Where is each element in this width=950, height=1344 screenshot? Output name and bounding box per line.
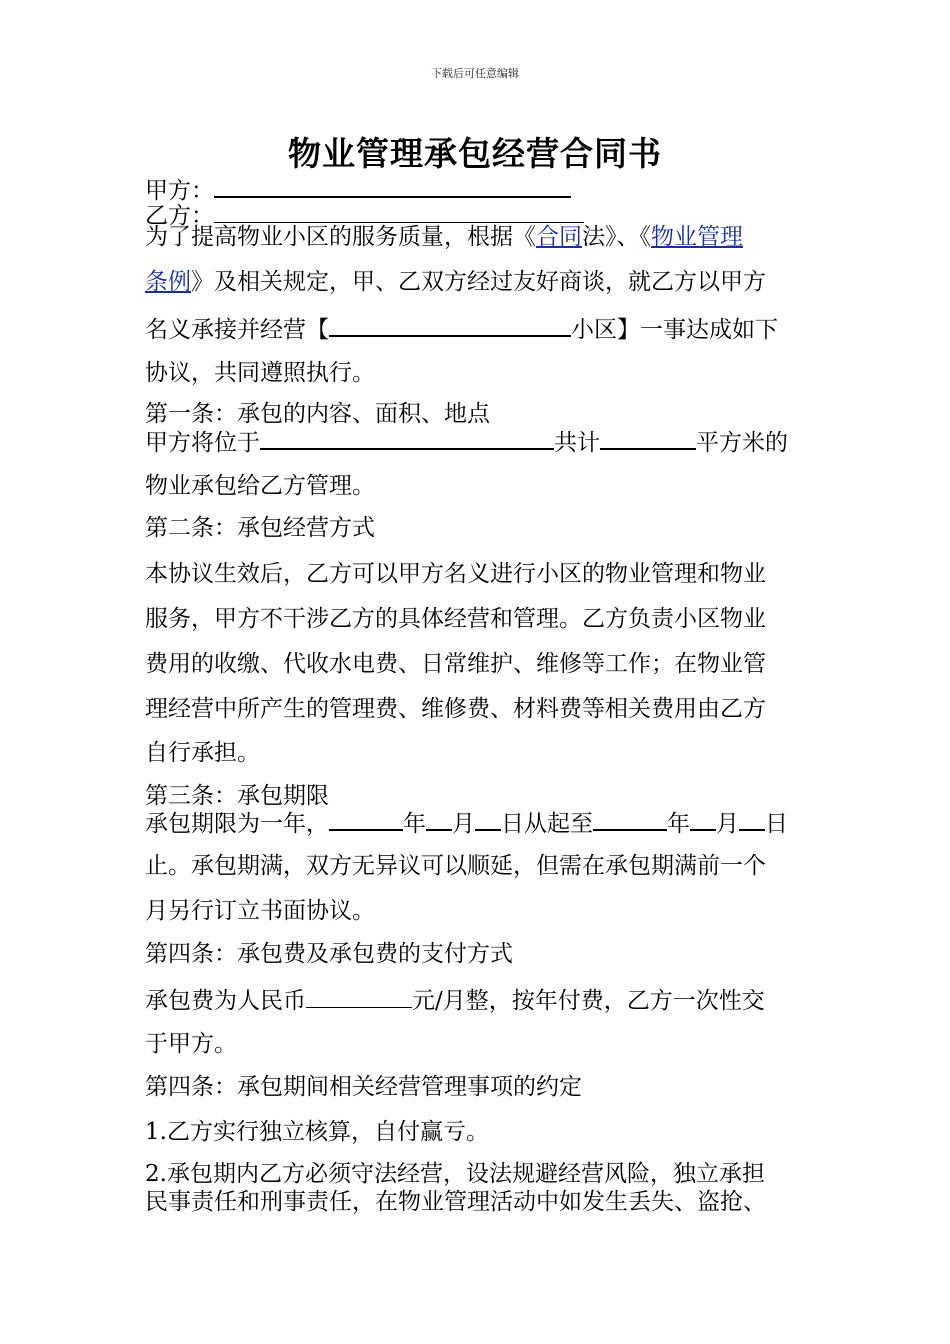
- start-month-blank[interactable]: [426, 807, 452, 831]
- article-2-line: 费用的收缴、代收水电费、日常维护、维修等工作；在物业管: [145, 651, 766, 677]
- intro-line-3: [145, 313, 778, 344]
- header-note: 下载后可任意编辑: [431, 67, 519, 80]
- article-1-line-1: [145, 426, 788, 457]
- article-1-line-2: 物业承包给乙方管理。: [145, 473, 375, 499]
- end-month-blank[interactable]: [690, 807, 716, 831]
- article-text: 共计: [554, 430, 600, 456]
- article-5-item-1: 1.乙方实行独立核算，自付赢亏。: [145, 1119, 489, 1145]
- property-management-link[interactable]: 物业管理: [651, 224, 743, 250]
- intro-text: 名义承接并经营【: [145, 317, 329, 343]
- article-text: 年: [667, 811, 690, 837]
- article-2-line: 服务，甲方不干涉乙方的具体经营和管理。乙方负责小区物业: [145, 606, 766, 632]
- article-4-heading: 第四条：承包费及承包费的支付方式: [145, 941, 513, 967]
- article-text: 日: [765, 811, 788, 837]
- article-2-line: 自行承担。: [145, 740, 260, 766]
- article-3-line-1: [145, 807, 788, 838]
- article-2-heading: 第二条：承包经营方式: [145, 515, 375, 541]
- fee-amount-blank[interactable]: [306, 985, 412, 1008]
- article-5-heading: 第四条：承包期间相关经营管理事项的约定: [145, 1074, 582, 1100]
- party-b-label: 乙方：: [145, 203, 214, 229]
- article-2-line: 本协议生效后，乙方可以甲方名义进行小区的物业管理和物业: [145, 561, 766, 587]
- party-a-blank[interactable]: [214, 174, 571, 198]
- location-blank[interactable]: [260, 426, 554, 450]
- contract-law-link[interactable]: 合同: [536, 224, 582, 250]
- article-3-line-2: 止。承包期满，双方无异议可以顺延，但需在承包期满前一个: [145, 853, 766, 879]
- start-day-blank[interactable]: [475, 807, 501, 831]
- article-text: 承包期限为一年，: [145, 811, 329, 837]
- intro-line-1: [145, 223, 743, 251]
- article-text: 日从起至: [501, 811, 593, 837]
- article-5-item-2-line-1: 2.承包期内乙方必须守法经营，设法规避经营风险，独立承担: [145, 1161, 765, 1187]
- intro-text: 》及相关规定，甲、乙双方经过友好商谈，就乙方以甲方: [191, 269, 766, 295]
- article-4-line-1: [145, 985, 765, 1015]
- article-text: 甲方将位于: [145, 430, 260, 456]
- party-b-blank[interactable]: [214, 200, 584, 223]
- article-3-heading: 第三条：承包期限: [145, 783, 329, 809]
- regulation-link[interactable]: 条例: [145, 269, 191, 295]
- article-text: 平方米的: [696, 430, 788, 456]
- community-name-blank[interactable]: [329, 313, 571, 337]
- end-year-blank[interactable]: [593, 807, 667, 831]
- article-text: 月: [452, 811, 475, 837]
- intro-line-2: [145, 268, 766, 296]
- article-text: 月: [716, 811, 739, 837]
- intro-text: 为了提高物业小区的服务质量，根据《: [145, 224, 536, 250]
- intro-text: 小区】一事达成如下: [571, 317, 778, 343]
- party-a-label: 甲方：: [145, 178, 214, 204]
- intro-text: 法》、《: [582, 224, 651, 250]
- area-blank[interactable]: [600, 426, 696, 450]
- article-text: 年: [403, 811, 426, 837]
- article-4-line-2: 于甲方。: [145, 1031, 237, 1057]
- end-day-blank[interactable]: [739, 807, 765, 831]
- article-text: 元/月整，按年付费，乙方一次性交: [412, 988, 765, 1014]
- start-year-blank[interactable]: [329, 807, 403, 831]
- article-2-line: 理经营中所产生的管理费、维修费、材料费等相关费用由乙方: [145, 696, 766, 722]
- article-text: 承包费为人民币: [145, 988, 306, 1014]
- intro-line-4: 协议，共同遵照执行。: [145, 360, 375, 386]
- document-title: 物业管理承包经营合同书: [288, 134, 662, 173]
- article-3-line-3: 月另行订立书面协议。: [145, 898, 375, 924]
- article-1-heading: 第一条：承包的内容、面积、地点: [145, 401, 490, 427]
- article-5-item-2-line-2: 民事责任和刑事责任，在物业管理活动中如发生丢失、盗抢、: [145, 1189, 766, 1215]
